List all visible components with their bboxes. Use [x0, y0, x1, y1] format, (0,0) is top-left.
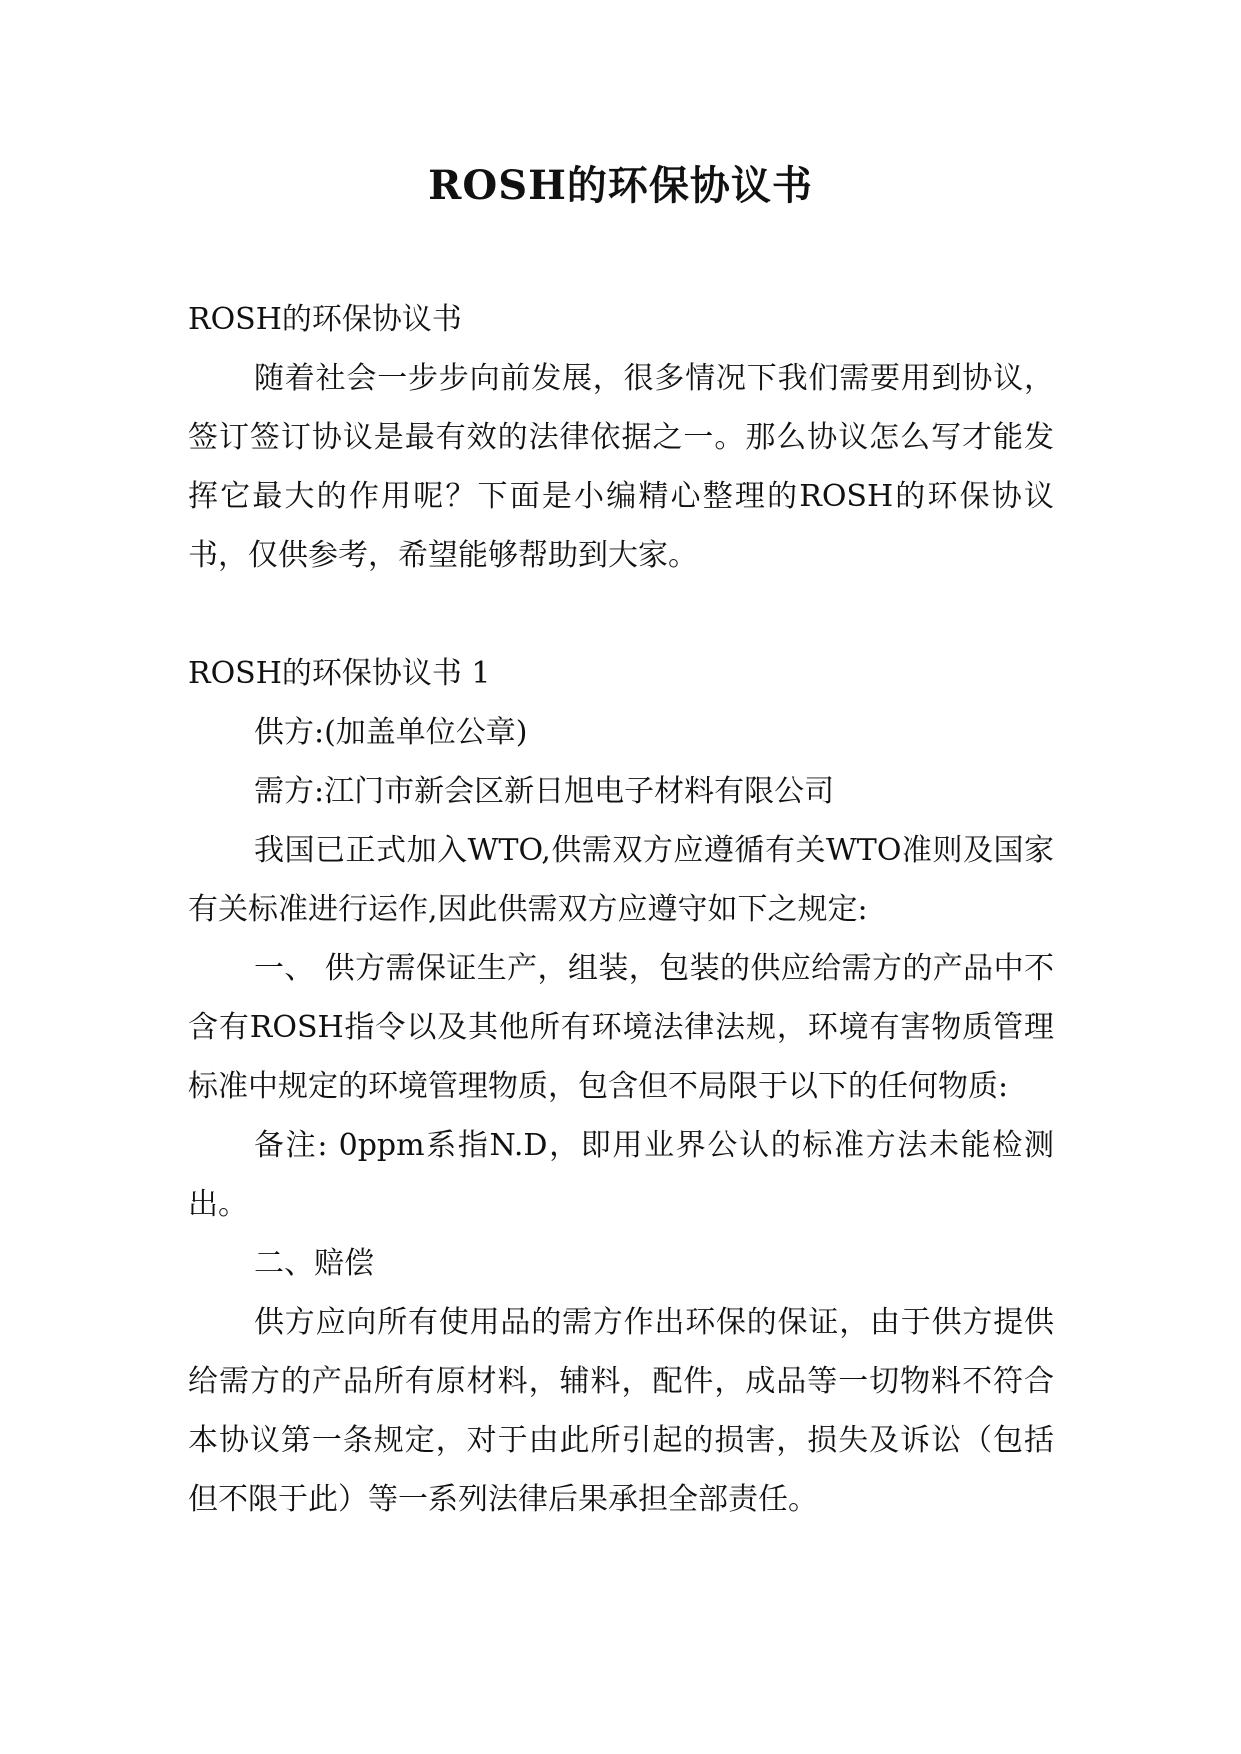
wto-paragraph: 我国已正式加入WTO,供需双方应遵循有关WTO准则及国家有关标准进行运作,因此供需双方应遵守如下之规定:	[188, 833, 1054, 927]
document-body	[188, 290, 1054, 1529]
section-heading-intro: ROSH的环保协议书	[188, 302, 462, 337]
remark-paragraph: 备注: 0ppm系指N.D，即用业界公认的标准方法未能检测出。	[188, 1128, 1054, 1222]
clause-two-heading: 二、赔偿	[254, 1246, 374, 1281]
section-heading-agreement-1: ROSH的环保协议书 1	[188, 656, 491, 691]
paragraph-spacer	[188, 585, 1054, 644]
buyer-line: 需方:江门市新会区新日旭电子材料有限公司	[254, 774, 835, 809]
intro-paragraph: 随着社会一步步向前发展，很多情况下我们需要用到协议，签订签订协议是最有效的法律依据之一。那么协议怎么写才能发挥它最大的作用呢？下面是小编精心整理的ROSH的环保协议书，仅供参考，希望能够帮助到大家。	[188, 361, 1054, 573]
supplier-line: 供方:(加盖单位公章)	[254, 715, 528, 750]
document-title: ROSH的环保协议书	[428, 162, 813, 209]
clause-one-paragraph: 一、 供方需保证生产，组装，包装的供应给需方的产品中不含有ROSH指令以及其他所有环境法律法规，环境有害物质管理标准中规定的环境管理物质，包含但不局限于以下的任何物质:	[188, 951, 1054, 1104]
compensation-paragraph: 供方应向所有使用品的需方作出环保的保证，由于供方提供给需方的产品所有原材料，辅料，配件，成品等一切物料不符合本协议第一条规定，对于由此所引起的损害，损失及诉讼（包括但不限于此）等一系列法律后果承担全部责任。	[188, 1305, 1054, 1517]
